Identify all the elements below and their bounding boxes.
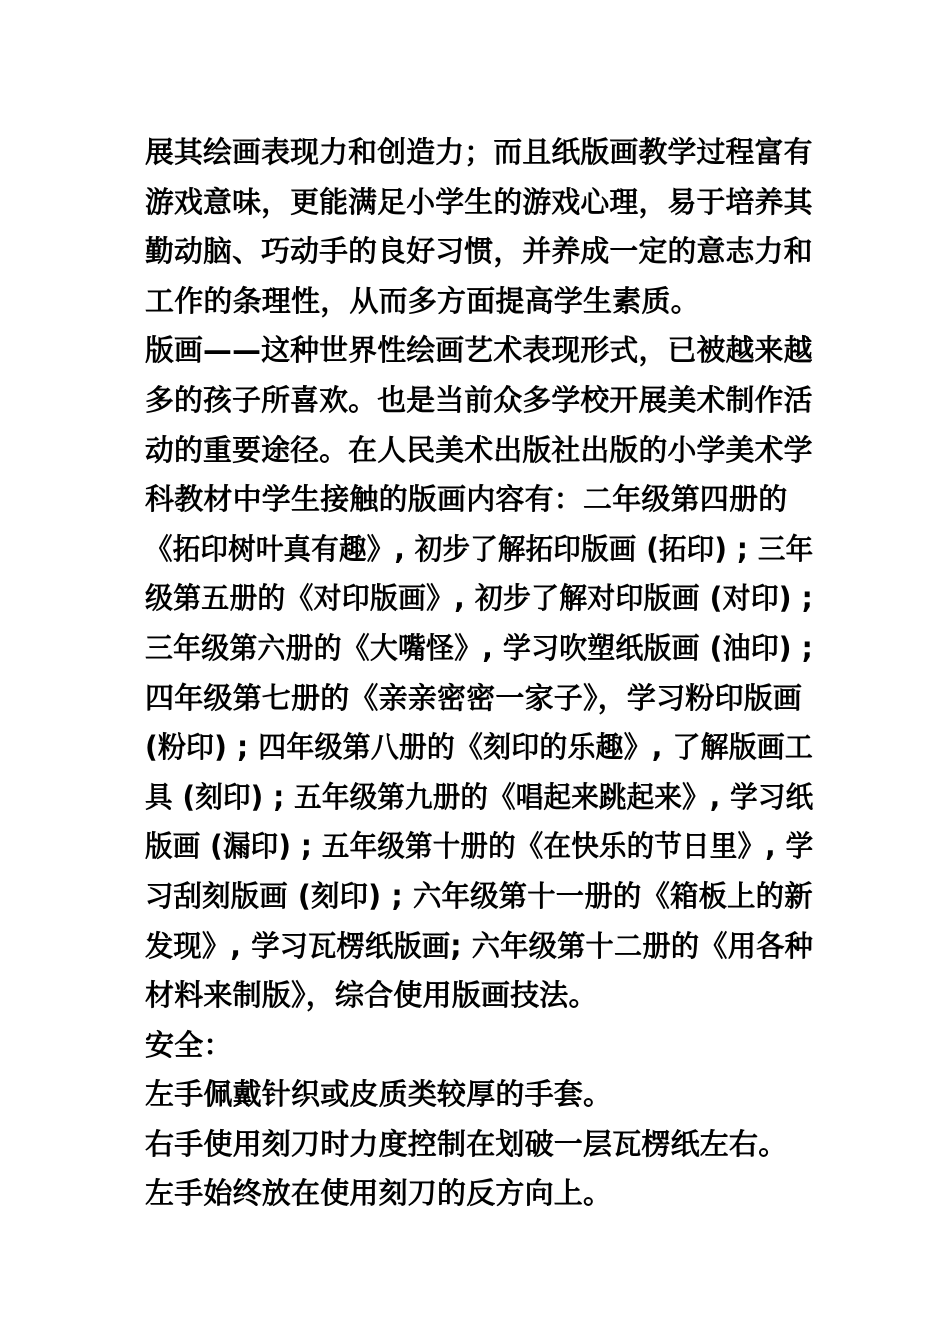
text-line: 级第五册的《对印版画》, 初步了解对印版画 (对印) ; (145, 581, 814, 616)
text-line: 习刮刻版画 (刻印) ; 六年级第十一册的《箱板上的新 (145, 878, 813, 913)
document-body (145, 128, 813, 1219)
text-line: 科教材中学生接触的版画内容有：二年级第四册的 (145, 482, 788, 517)
text-line: 发现》, 学习瓦楞纸版画; 六年级第十二册的《用各种 (145, 928, 814, 963)
text-line: 三年级第六册的《大嘴怪》, 学习吹塑纸版画 (油印) ; (145, 630, 814, 665)
safety-item: 左手始终放在使用刻刀的反方向上。 (145, 1176, 613, 1211)
text-line: 展其绘画表现力和创造力；而且纸版画教学过程富有 (145, 135, 813, 169)
text-line: 多的孩子所喜欢。也是当前众多学校开展美术制作活 (145, 382, 813, 417)
text-line: 版画——这种世界性绘画艺术表现形式，已被越来越 (145, 333, 813, 368)
text-line: 版画 (漏印) ; 五年级第十册的《在快乐的节日里》, 学 (145, 829, 814, 864)
text-line: 勤动脑、巧动手的良好习惯，并养成一定的意志力和 (145, 234, 813, 269)
text-line: 动的重要途径。在人民美术出版社出版的小学美术学 (145, 432, 813, 467)
text-line: 《拓印树叶真有趣》, 初步了解拓印版画 (拓印) ; 三年 (145, 531, 814, 566)
text-line: 材料来制版》，综合使用版画技法。 (145, 978, 598, 1013)
text-line: (粉印) ; 四年级第八册的《刻印的乐趣》, 了解版画工 (145, 730, 814, 765)
text-line: 工作的条理性，从而多方面提高学生素质。 (145, 283, 700, 318)
text-line: 游戏意味，更能满足小学生的游戏心理，易于培养其 (145, 184, 813, 219)
safety-item: 右手使用刻刀时力度控制在划破一层瓦楞纸左右。 (145, 1126, 788, 1161)
text-line: 具 (刻印) ; 五年级第九册的《唱起来跳起来》, 学习纸 (145, 779, 814, 814)
section-heading: 安全： (145, 1027, 233, 1062)
text-line: 四年级第七册的《亲亲密密一家子》，学习粉印版画 (145, 680, 803, 715)
safety-item: 左手佩戴针织或皮质类较厚的手套。 (145, 1077, 613, 1112)
